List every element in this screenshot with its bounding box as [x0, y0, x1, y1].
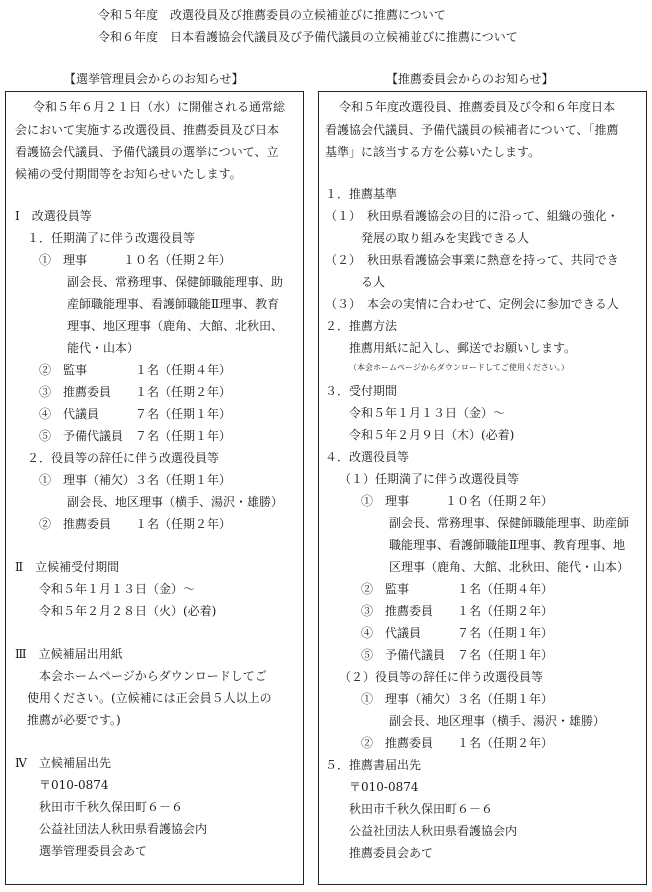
date-line: 令和５年１月１３日（金）〜 [349, 406, 506, 420]
criteria-item: （３） 本会の実情に合わせて、定例会に参加できる人 [325, 297, 619, 311]
list-item-detail: 能代・山本） [67, 341, 140, 355]
date-line: 令和５年２月２８日（火）(必着) [39, 604, 217, 618]
list-item: ① 理事（補欠）３名（任期１年） [39, 473, 232, 487]
section-3-heading: ３．受付期間 [325, 384, 398, 398]
download-note: （本会ホームページからダウンロードしてご使用ください。） [349, 363, 569, 372]
criteria-item-cont: 発展の取り組みを実践できる人 [361, 231, 530, 245]
list-item: ④ 代議員 ７名（任期１年） [361, 626, 554, 640]
list-item-detail: 職能理事、看護師職能Ⅱ理事、教育理事、地 [389, 538, 626, 552]
section-1-heading: １．推薦基準 [325, 187, 398, 201]
header-line-2: 令和６年度 日本看護協会代議員及び予備代議員の立候補並びに推薦について [98, 30, 518, 44]
criteria-item: （１） 秋田県看護協会の目的に沿って、組織の強化・ [325, 209, 619, 223]
body-line: 推薦が必要です。) [27, 713, 121, 727]
list-item-detail: 区理事（鹿角、大館、北秋田、能代・山本） [389, 560, 630, 574]
list-item: ① 理事 １０名（任期２年） [361, 494, 554, 508]
list-item-detail: 副会長、常務理事、保健師職能理事、助産師 [389, 516, 630, 530]
list-item-detail: 産師職能理事、看護師職能Ⅱ理事、教育 [67, 297, 280, 311]
list-item-detail: 理事、地区理事（鹿角、大館、北秋田、 [67, 319, 284, 333]
intro-line: 看護協会代議員、予備代議員の候補者について、「推薦 [325, 123, 619, 137]
address-line: 公益社団法人秋田県看護協会内 [349, 824, 518, 838]
intro-line: 会において実施する改選役員、推薦委員及び日本 [15, 123, 280, 137]
date-line: 令和５年２月９日（木）(必着) [349, 428, 515, 442]
section-4-heading: ４．改選役員等 [325, 450, 410, 464]
address-line: 推薦委員会あて [349, 846, 434, 860]
list-item: ④ 代議員 ７名（任期１年） [39, 407, 232, 421]
body-line: 推薦用紙に記入し、郵送でお願いします。 [349, 341, 577, 355]
list-item: ② 監事 １名（任期４年） [39, 363, 232, 377]
address-line: 秋田市千秋久保田町６－６ [39, 800, 184, 814]
date-line: 令和５年１月１３日（金）〜 [39, 582, 196, 596]
section-4-heading: Ⅳ 立候補届出先 [15, 756, 111, 770]
postal-code: 〒010-0874 [39, 778, 109, 792]
subsection-heading: ２．役員等の辞任に伴う改選役員等 [27, 451, 220, 465]
section-1-heading: Ⅰ 改選役員等 [15, 209, 92, 223]
list-item: ① 理事 １０名（任期２年） [39, 253, 232, 267]
address-line: 選挙管理委員会あて [39, 844, 148, 858]
intro-line: 候補の受付期間等をお知らせいたします。 [15, 167, 242, 181]
list-item-detail: 副会長、地区理事（横手、湯沢・雄勝） [389, 714, 606, 728]
header-line-1: 令和５年度 改選役員及び推薦委員の立候補並びに推薦について [98, 8, 446, 22]
postal-code: 〒010-0874 [349, 780, 419, 794]
section-3-heading: Ⅲ 立候補届出用紙 [15, 647, 123, 661]
body-line: 本会ホームページからダウンロードしてご [39, 669, 267, 683]
address-line: 秋田市千秋久保田町６－６ [349, 802, 494, 816]
election-committee-notice-box [5, 91, 304, 885]
section-2-heading: ２．推薦方法 [325, 319, 398, 333]
intro-line: 令和５年度改選役員、推薦委員及び令和６年度日本 [339, 100, 616, 114]
list-item-detail: 副会長、常務理事、保健師職能理事、助 [67, 275, 284, 289]
recommendation-committee-notice-box [318, 91, 647, 885]
list-item: ② 推薦委員 １名（任期２年） [361, 736, 554, 750]
subsection-heading: １．任期満了に伴う改選役員等 [27, 231, 196, 245]
list-item-detail: 副会長、地区理事（横手、湯沢・雄勝） [67, 495, 284, 509]
left-box-title: 【選挙管理員会からのお知らせ】 [64, 72, 244, 86]
list-item: ③ 推薦委員 １名（任期２年） [39, 385, 232, 399]
list-item: ② 監事 １名（任期４年） [361, 582, 554, 596]
intro-line: 令和５年６月２１日（水）に開催される通常総 [33, 100, 286, 114]
body-line: 使用ください。(立候補には正会員５人以上の [27, 691, 272, 705]
section-2-heading: Ⅱ 立候補受付期間 [15, 560, 120, 574]
right-box-title: 【推薦委員会からのお知らせ】 [386, 72, 554, 86]
subsection-heading: （１）任期満了に伴う改選役員等 [339, 472, 520, 486]
address-line: 公益社団法人秋田県看護協会内 [39, 822, 208, 836]
subsection-heading: （２）役員等の辞任に伴う改選役員等 [339, 670, 544, 684]
list-item: ② 推薦委員 １名（任期２年） [39, 517, 232, 531]
section-5-heading: ５．推薦書届出先 [325, 758, 422, 772]
list-item: ① 理事（補欠）３名（任期１年） [361, 692, 554, 706]
intro-line: 基準」に該当する方を公募いたします。 [325, 145, 541, 159]
criteria-item-cont: る人 [361, 275, 386, 289]
intro-line: 看護協会代議員、予備代議員の選挙について、立 [15, 145, 279, 159]
list-item: ⑤ 予備代議員 ７名（任期１年） [361, 648, 554, 662]
list-item: ③ 推薦委員 １名（任期２年） [361, 604, 554, 618]
list-item: ⑤ 予備代議員 ７名（任期１年） [39, 429, 232, 443]
criteria-item: （２） 秋田県看護協会事業に熱意を持って、共同でき [325, 253, 619, 267]
